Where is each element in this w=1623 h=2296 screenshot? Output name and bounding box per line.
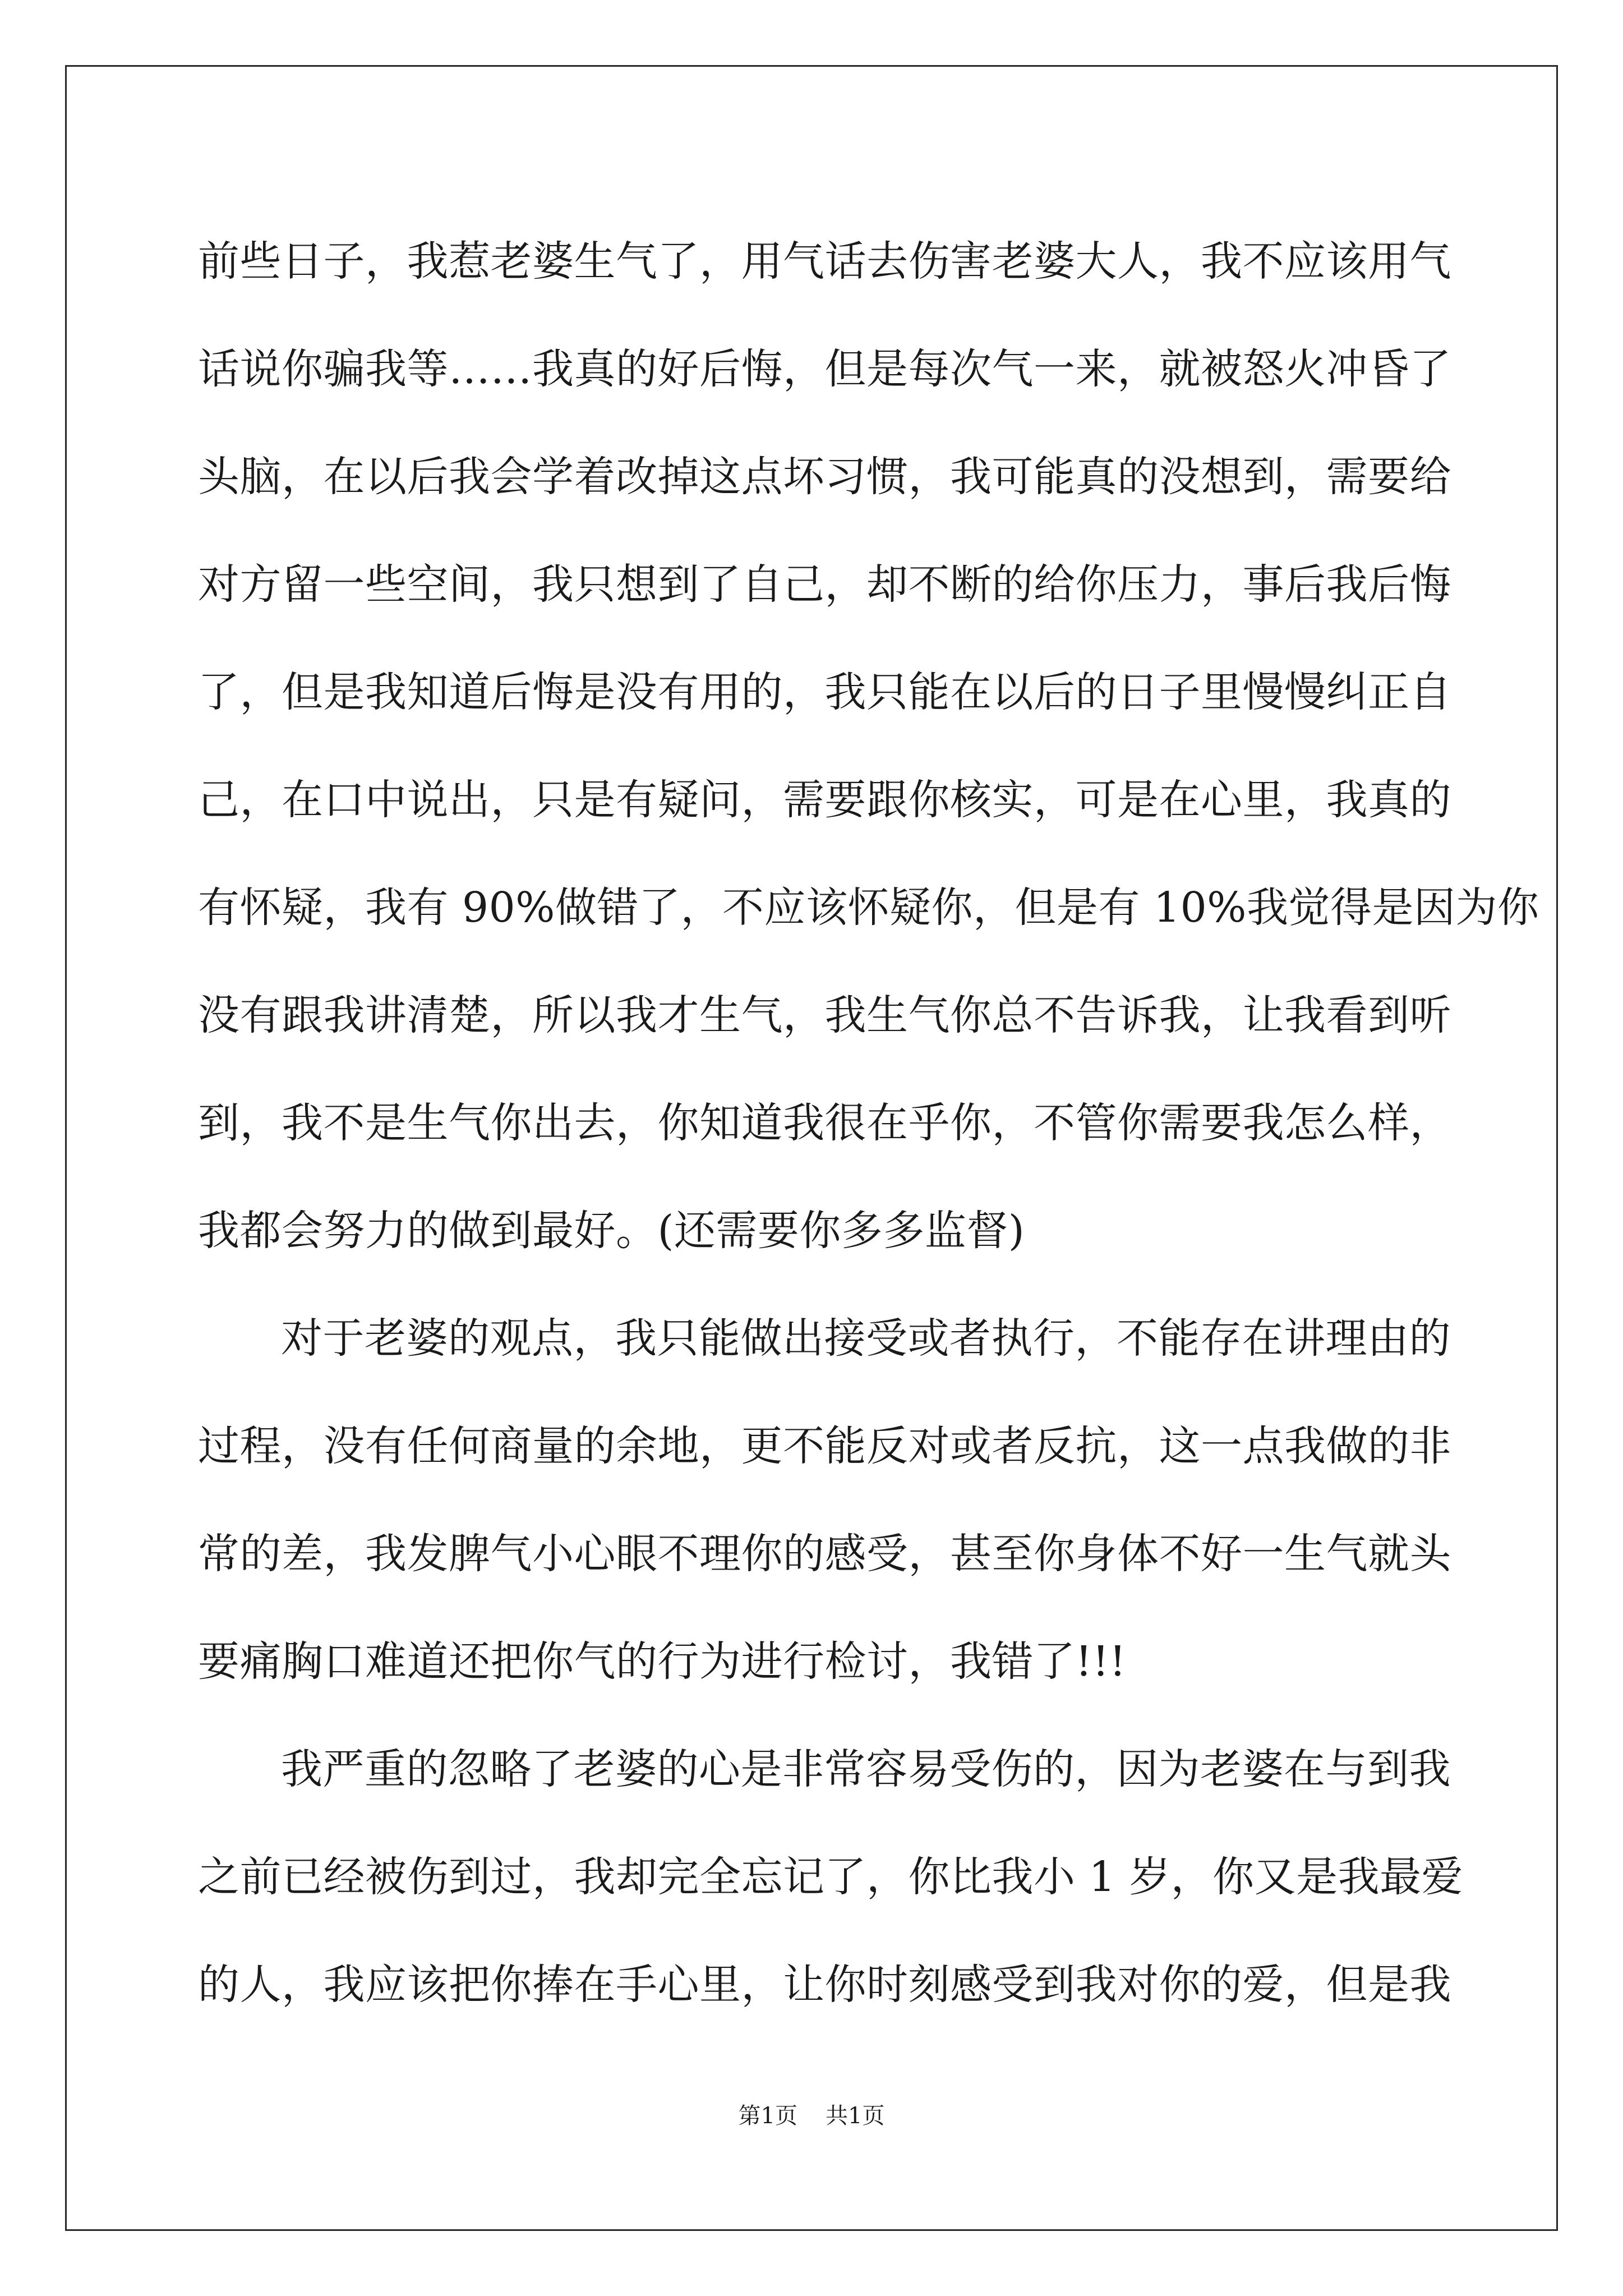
text-line: 的人，我应该把你捧在手心里，让你时刻感受到我对你的爱，但是我 bbox=[198, 1961, 1451, 2009]
text-line: 之前已经被伤到过，我却完全忘记了，你比我小 1 岁，你又是我最爱 bbox=[198, 1853, 1464, 1901]
text-line: 了，但是我知道后悔是没有用的，我只能在以后的日子里慢慢纠正自 bbox=[198, 668, 1451, 716]
text-line: 到，我不是生气你出去，你知道我很在乎你，不管你需要我怎么样， bbox=[198, 1099, 1451, 1147]
text-line: 我都会努力的做到最好。(还需要你多多监督) bbox=[198, 1207, 1025, 1255]
text-line: 前些日子，我惹老婆生气了，用气话去伤害老婆大人，我不应该用气 bbox=[198, 237, 1451, 286]
text-line-paragraph-start: 对于老婆的观点，我只能做出接受或者执行，不能存在讲理由的 bbox=[281, 1314, 1451, 1363]
text-line: 头脑，在以后我会学着改掉这点坏习惯，我可能真的没想到，需要给 bbox=[198, 453, 1451, 501]
page-number-total: 共1页 bbox=[826, 2103, 885, 2129]
page-number-current: 第1页 bbox=[738, 2103, 797, 2129]
text-line: 话说你骗我等……我真的好后悔，但是每次气一来，就被怒火冲昏了 bbox=[198, 345, 1451, 393]
text-line: 对方留一些空间，我只想到了自己，却不断的给你压力，事后我后悔 bbox=[198, 560, 1451, 609]
text-line: 己，在口中说出，只是有疑问，需要跟你核实，可是在心里，我真的 bbox=[198, 776, 1451, 824]
page-footer bbox=[0, 2098, 1623, 2130]
text-line: 没有跟我讲清楚，所以我才生气，我生气你总不告诉我，让我看到听 bbox=[198, 991, 1451, 1039]
text-line: 有怀疑，我有 90%做错了，不应该怀疑你，但是有 10%我觉得是因为你 bbox=[198, 884, 1539, 932]
document-body bbox=[198, 208, 1539, 2039]
text-line: 常的差，我发脾气小心眼不理你的感受，甚至你身体不好一生气就头 bbox=[198, 1530, 1451, 1578]
text-line-paragraph-start: 我严重的忽略了老婆的心是非常容易受伤的，因为老婆在与到我 bbox=[281, 1745, 1451, 1793]
text-line: 过程，没有任何商量的余地，更不能反对或者反抗，这一点我做的非 bbox=[198, 1422, 1451, 1470]
text-line: 要痛胸口难道还把你气的行为进行检讨，我错了!!! bbox=[198, 1637, 1127, 1686]
